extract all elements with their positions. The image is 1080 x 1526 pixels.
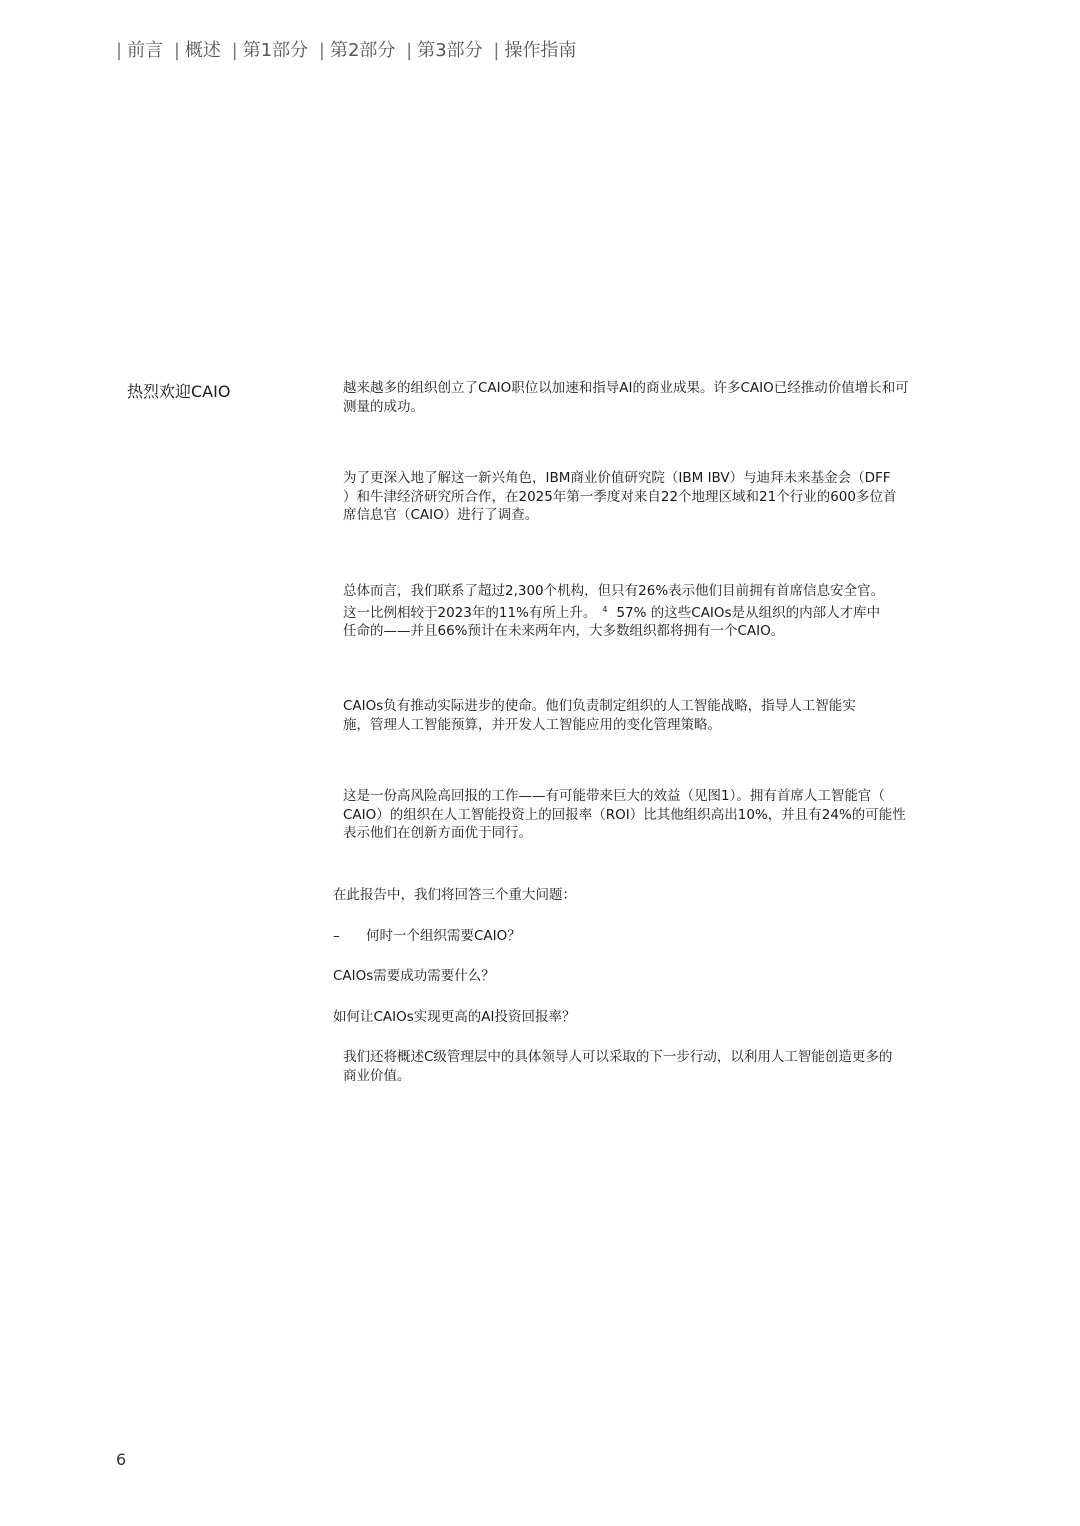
nav-item-guide[interactable]: 操作指南 xyxy=(504,40,577,61)
paragraph-line: 这是一份高风险高回报的工作——有可能带来巨大的效益（见图1）。拥有首席人工智能官（ xyxy=(343,788,885,804)
paragraph-line: CAIOs负有推动实际进步的使命。他们负责制定组织的人工智能战略，指导人工智能实 xyxy=(343,698,856,714)
question-text: 何时一个组织需要CAIO？ xyxy=(366,928,521,944)
paragraph-line: 我们还将概述C级管理层中的具体领导人可以采取的下一步行动，以利用人工智能创造更多的 xyxy=(343,1049,893,1065)
paragraph-line: 总体而言，我们联系了超过2,300个机构，但只有26%表示他们目前拥有首席信息安全官。 xyxy=(343,583,885,599)
section-title: 热烈欢迎CAIO xyxy=(127,382,231,401)
nav-item-preface[interactable]: 前言 xyxy=(127,40,164,61)
question-item xyxy=(333,927,521,946)
paragraph-line: 表示他们在创新方面优于同行。 xyxy=(343,825,532,841)
nav-item-part-3[interactable]: 第3部分 xyxy=(417,40,483,61)
paragraph-line: 越来越多的组织创立了CAIO职位以加速和指导AI的商业成果。许多CAIO已经推动价值增长和可 xyxy=(343,380,909,396)
paragraph-line: 测量的成功。 xyxy=(343,398,424,415)
paragraph-line: 为了更深入地了解这一新兴角色，IBM商业价值研究院（IBM IBV）与迪拜未来基金会（DFF xyxy=(343,470,891,486)
list-dash: – xyxy=(333,928,340,944)
questions-intro: 在此报告中，我们将回答三个重大问题： xyxy=(333,887,576,903)
section-nav xyxy=(116,36,577,62)
nav-separator: | xyxy=(406,40,413,61)
question-item: CAIOs需要成功需要什么？ xyxy=(333,968,495,984)
nav-item-overview[interactable]: 概述 xyxy=(184,40,221,61)
paragraph-mission xyxy=(343,697,856,734)
paragraph-statistics xyxy=(343,582,884,641)
nav-separator: | xyxy=(231,40,238,61)
paragraph-line: 施，管理人工智能预算，并开发人工智能应用的变化管理策略。 xyxy=(343,716,721,733)
paragraph-line xyxy=(343,601,884,623)
paragraph-next-steps xyxy=(343,1048,892,1085)
footnote-marker[interactable]: 4 xyxy=(602,604,608,614)
paragraph-survey xyxy=(343,469,896,525)
page-number: 6 xyxy=(116,1450,127,1469)
paragraph-line: 任命的——并且66%预计在未来两年内，大多数组织都将拥有一个CAIO。 xyxy=(343,623,785,639)
nav-separator: | xyxy=(318,40,325,61)
paragraph-roi xyxy=(343,787,906,843)
paragraph-line: ）和牛津经济研究所合作，在2025年第一季度对来自22个地理区域和21个行业的600多位首 xyxy=(343,488,897,505)
nav-item-part-2[interactable]: 第2部分 xyxy=(329,40,396,61)
paragraph-line: 席信息官（CAIO）进行了调查。 xyxy=(343,507,539,523)
paragraph-text: 这一比例相较于2023年的11%有所上升。 xyxy=(343,604,597,621)
paragraph-line: CAIO）的组织在人工智能投资上的回报率（ROI）比其他组织高出10%，并且有24%的可能性 xyxy=(343,806,906,823)
paragraph-text: 57% 的这些CAIOs是从组织的内部人才库中 xyxy=(616,604,881,621)
nav-separator: | xyxy=(493,40,500,61)
paragraph-line: 商业价值。 xyxy=(343,1067,411,1084)
nav-item-part-1[interactable]: 第1部分 xyxy=(242,40,309,61)
nav-separator: | xyxy=(116,40,123,61)
paragraph-intro-caio xyxy=(343,379,909,416)
nav-separator: | xyxy=(173,40,180,61)
question-item: 如何让CAIOs实现更高的AI投资回报率？ xyxy=(333,1009,576,1025)
